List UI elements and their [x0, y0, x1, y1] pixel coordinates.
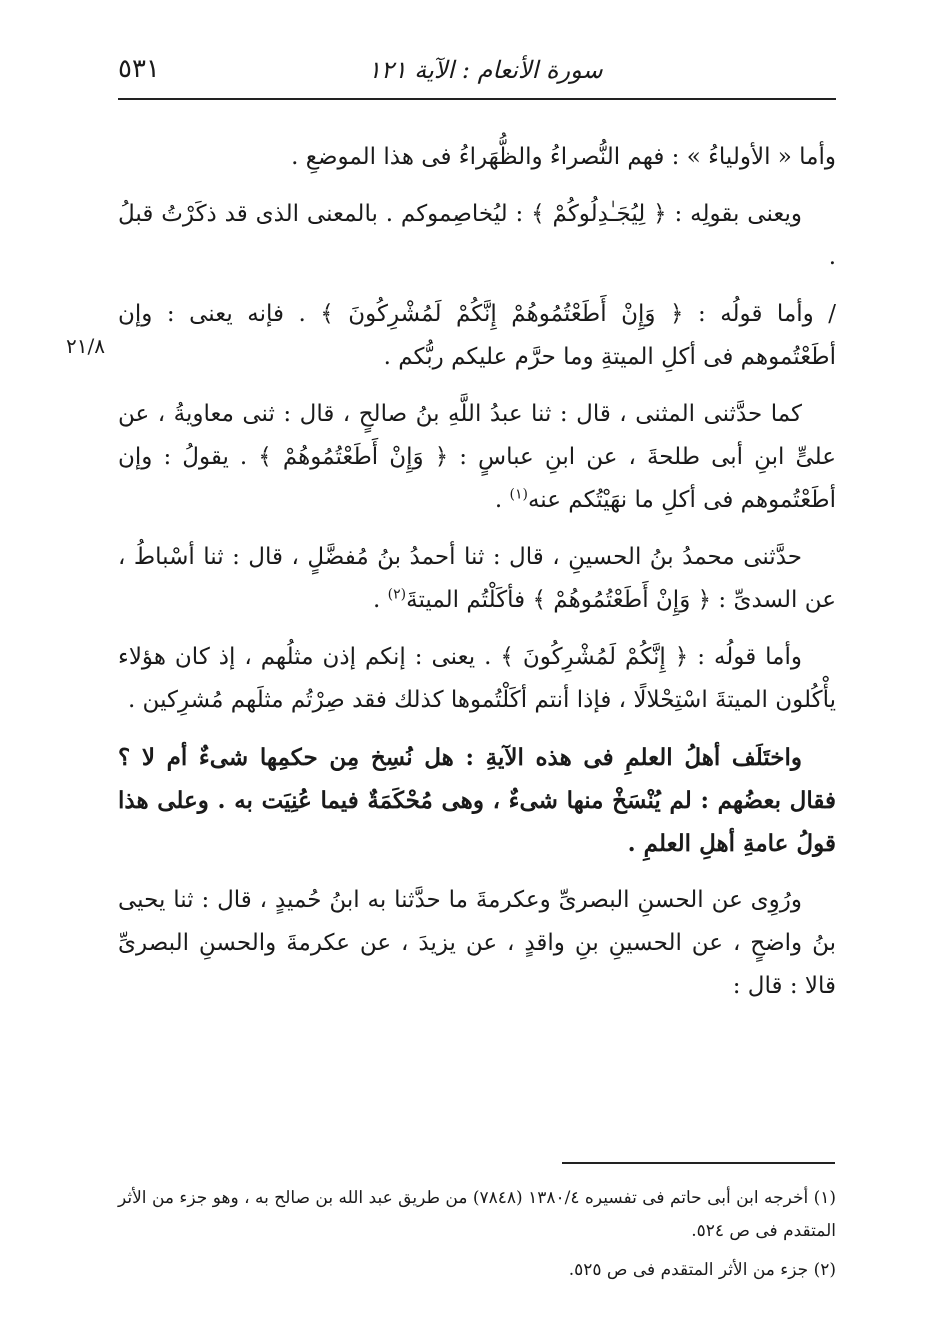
paragraph-5 — [118, 536, 836, 622]
header-rule — [118, 98, 836, 100]
margin-reference: ٢١/٨ — [66, 334, 105, 358]
paragraph-5-end: . — [373, 587, 381, 613]
paragraph-3: / وأما قولُه : ﴿ وَإِنْ أَطَعْتُمُوهُمْ إِنَّكُمْ لَمُشْرِكُونَ ﴾ . فإنه يعنى : وإن أطَعْتُموهم فى أكلِ الميتةِ وما حرَّم عليكم ربُّكم . — [118, 301, 836, 370]
running-head — [118, 54, 838, 94]
running-title: سورة الأنعام : الآية ١٢١ — [368, 56, 603, 84]
paragraph-1: وأما « الأولياءُ » : فهم النُّصراءُ والظُّهَراءُ فى هذا الموضعِ . — [291, 144, 836, 170]
paragraph-5-text: حدَّثنى محمدُ بنُ الحسينِ ، قال : ثنا أحمدُ بنُ مُفضَّلٍ ، قال : ثنا أسْباطُ ، عن السدىِّ : ﴿ وَإِنْ أَطَعْتُمُوهُمْ ﴾ فأكَلْتُم الميتةَ — [118, 544, 836, 613]
paragraph-7: واختَلَف أهلُ العلمِ فى هذه الآيةِ : هل نُسِخ مِن حكمِها شىءٌ أم لا ؟ فقال بعضُهم : لم يُنْسَخْ منها شىءٌ ، وهى مُحْكَمَةٌ فيما عُنِيَت به . وعلى هذا قولُ عامةِ أهلِ العلمِ . — [118, 744, 836, 857]
footnote-marker-1: (١) — [509, 486, 528, 503]
body-text — [118, 136, 836, 1022]
page-number: ٥٣١ — [118, 54, 160, 84]
footnotes — [118, 1182, 836, 1293]
footnote-1: (١) أخرجه ابن أبى حاتم فى تفسيره ١٣٨٠/٤ (٧٨٤٨) من طريق عبد الله بن صالح به ، وهو جزء من الأثر المتقدم فى ص ٥٢٤. — [118, 1188, 837, 1241]
paragraph-4-text: كما حدَّثنى المثنى ، قال : ثنا عبدُ اللَّهِ بنُ صالحٍ ، قال : ثنى معاويةُ ، عن علىٍّ ابنِ أبى طلحةَ ، عن ابنِ عباسٍ : ﴿ وَإِنْ أَطَعْتُمُوهُمْ ﴾ . يقولُ : وإن أطَعْتُموهم فى أكلِ ما نهَيْتُكم عنه — [118, 401, 836, 513]
paragraph-6: وأما قولُه : ﴿ إِنَّكُمْ لَمُشْرِكُونَ ﴾ . يعنى : إنكم إذن مثلُهم ، إذ كان هؤلاء يأْكُلون الميتةَ اسْتِحْلالًا ، فإذا أنتم أكَلْتُموها كذلك فقد صِرْتُم مثلَهم مُشرِكين . — [118, 644, 836, 713]
paragraph-4-end: . — [494, 487, 503, 513]
paragraph-4 — [118, 393, 836, 522]
footnote-rule — [562, 1162, 835, 1164]
paragraph-8: ورُوِى عن الحسنِ البصرىِّ وعكرمةَ ما حدَّثنا به ابنُ حُميدٍ ، قال : ثنا يحيى بنُ واضحٍ ، عن الحسينِ بنِ واقدٍ ، عن يزيدَ ، عن عكرمةَ والحسنِ البصرىِّ قالا : قال : — [118, 887, 836, 999]
paragraph-2: ويعنى بقولِه : ﴿ لِيُجَـٰدِلُوكُمْ ﴾ : ليُخاصِموكم . بالمعنى الذى قد ذكَرْتُ قبلُ . — [118, 201, 836, 270]
footnote-2: (٢) جزء من الأثر المتقدم فى ص ٥٢٥. — [568, 1260, 836, 1280]
footnote-marker-2: (٢) — [387, 586, 407, 603]
